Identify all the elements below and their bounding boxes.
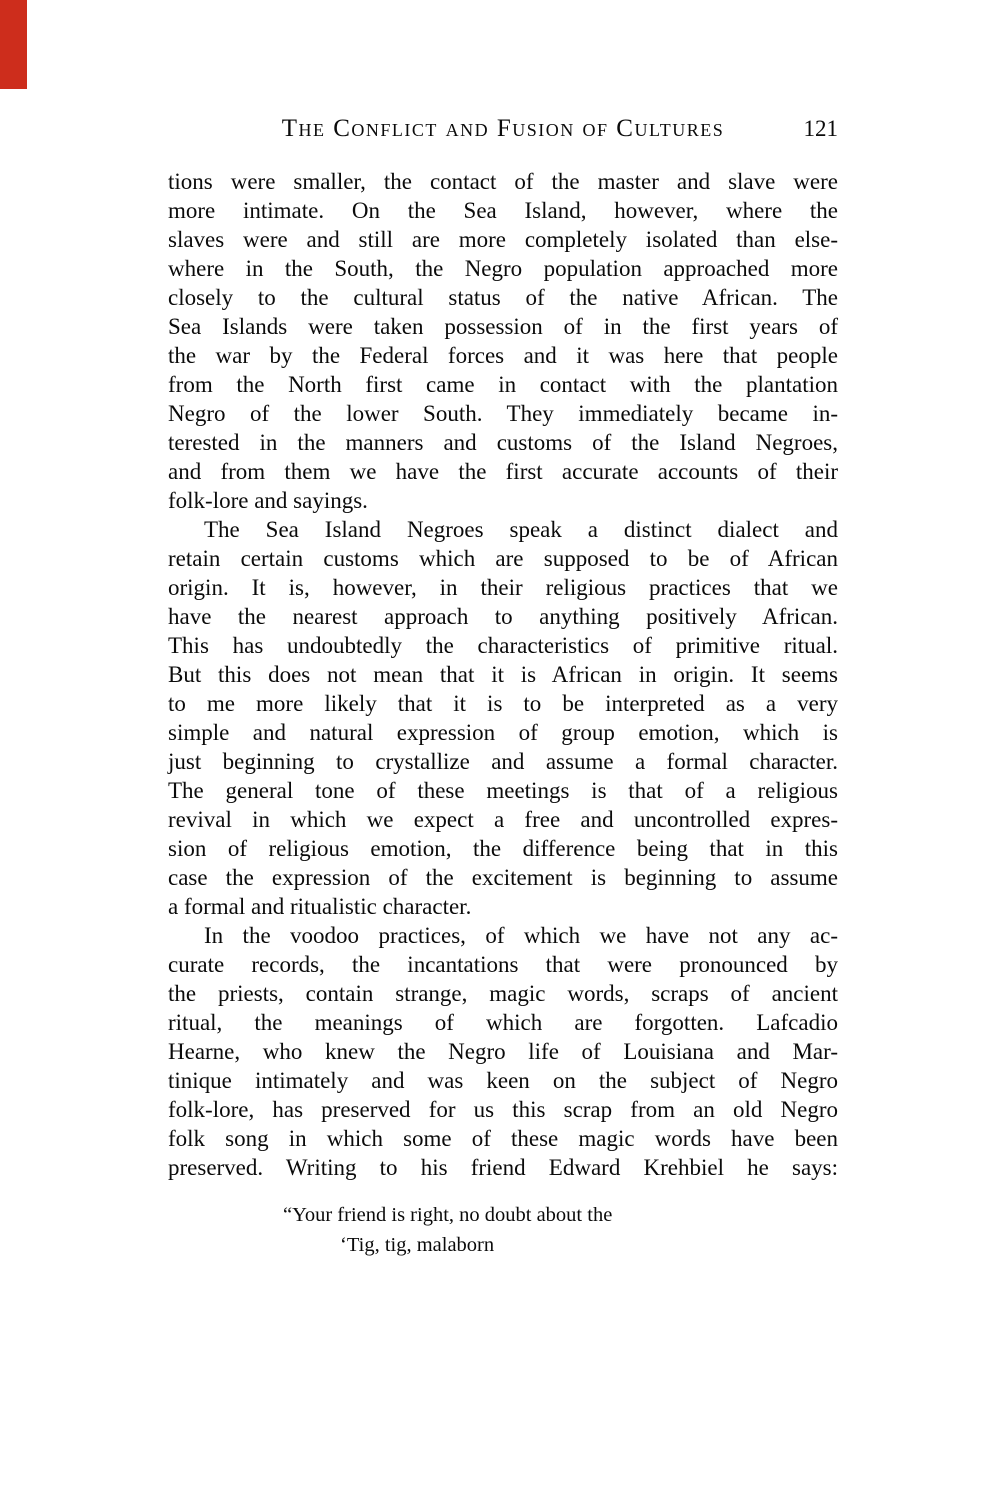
text-line: a formal and ritualistic character. (168, 894, 472, 919)
page-title: The Conflict and Fusion of Cultures (281, 115, 725, 142)
scan-artifact-red-mark (0, 0, 27, 89)
text-line: folk song in which some of these magic words have been (168, 1126, 838, 1151)
text-line: the priests, contain strange, magic words, scraps of ancient (168, 981, 838, 1006)
paragraph (168, 167, 838, 515)
text-line: The Sea Island Negroes speak a distinct dialect and (204, 517, 838, 542)
quote-line: ‘Tig, tig, malaborn (340, 1234, 495, 1256)
text-line: But this does not mean that it is African in origin. It seems (168, 662, 838, 687)
text-line: The general tone of these meetings is that of a religious (168, 778, 838, 803)
quote-line: “Your friend is right, no doubt about the (283, 1204, 613, 1226)
text-line: have the nearest approach to anything positively African. (168, 604, 838, 629)
text-line: closely to the cultural status of the native African. The (168, 285, 838, 310)
text-line: just beginning to crystallize and assume a formal character. (168, 749, 838, 774)
text-line: the war by the Federal forces and it was here that people (168, 343, 838, 368)
text-line: terested in the manners and customs of the Island Negroes, (168, 430, 838, 455)
text-line: Negro of the lower South. They immediately became in- (168, 401, 838, 426)
paragraph (168, 515, 838, 921)
text-line: sion of religious emotion, the difference being that in this (168, 836, 838, 861)
text-line: In the voodoo practices, of which we have not any ac- (204, 923, 838, 948)
page-number: 121 (803, 116, 838, 141)
running-header (168, 112, 838, 146)
text-line: curate records, the incantations that were pronounced by (168, 952, 838, 977)
text-line: origin. It is, however, in their religious practices that we (168, 575, 838, 600)
text-line: to me more likely that it is to be interpreted as a very (168, 691, 838, 716)
text-line: tinique intimately and was keen on the subject of Negro (168, 1068, 838, 1093)
text-line: case the expression of the excitement is beginning to assume (168, 865, 838, 890)
text-line: tions were smaller, the contact of the master and slave were (168, 169, 838, 194)
text-line: folk-lore and sayings. (168, 488, 368, 513)
text-line: where in the South, the Negro population approached more (168, 256, 838, 281)
text-line: from the North first came in contact with the plantation (168, 372, 838, 397)
text-line: retain certain customs which are supposed to be of African (168, 546, 838, 571)
paragraph (168, 921, 838, 1182)
text-line: revival in which we expect a free and uncontrolled expres- (168, 807, 838, 832)
quote-block (168, 1200, 838, 1260)
text-line: ritual, the meanings of which are forgotten. Lafcadio (168, 1010, 838, 1035)
text-line: slaves were and still are more completely isolated than else- (168, 227, 838, 252)
text-line: Hearne, who knew the Negro life of Louisiana and Mar- (168, 1039, 838, 1064)
body-text (168, 167, 838, 1182)
text-line: Sea Islands were taken possession of in the first years of (168, 314, 838, 339)
text-line: preserved. Writing to his friend Edward Krehbiel he says: (168, 1155, 838, 1180)
text-line: simple and natural expression of group emotion, which is (168, 720, 838, 745)
text-line: folk-lore, has preserved for us this scrap from an old Negro (168, 1097, 838, 1122)
text-line: This has undoubtedly the characteristics of primitive ritual. (168, 633, 838, 658)
text-line: more intimate. On the Sea Island, however, where the (168, 198, 838, 223)
text-line: and from them we have the first accurate accounts of their (168, 459, 838, 484)
